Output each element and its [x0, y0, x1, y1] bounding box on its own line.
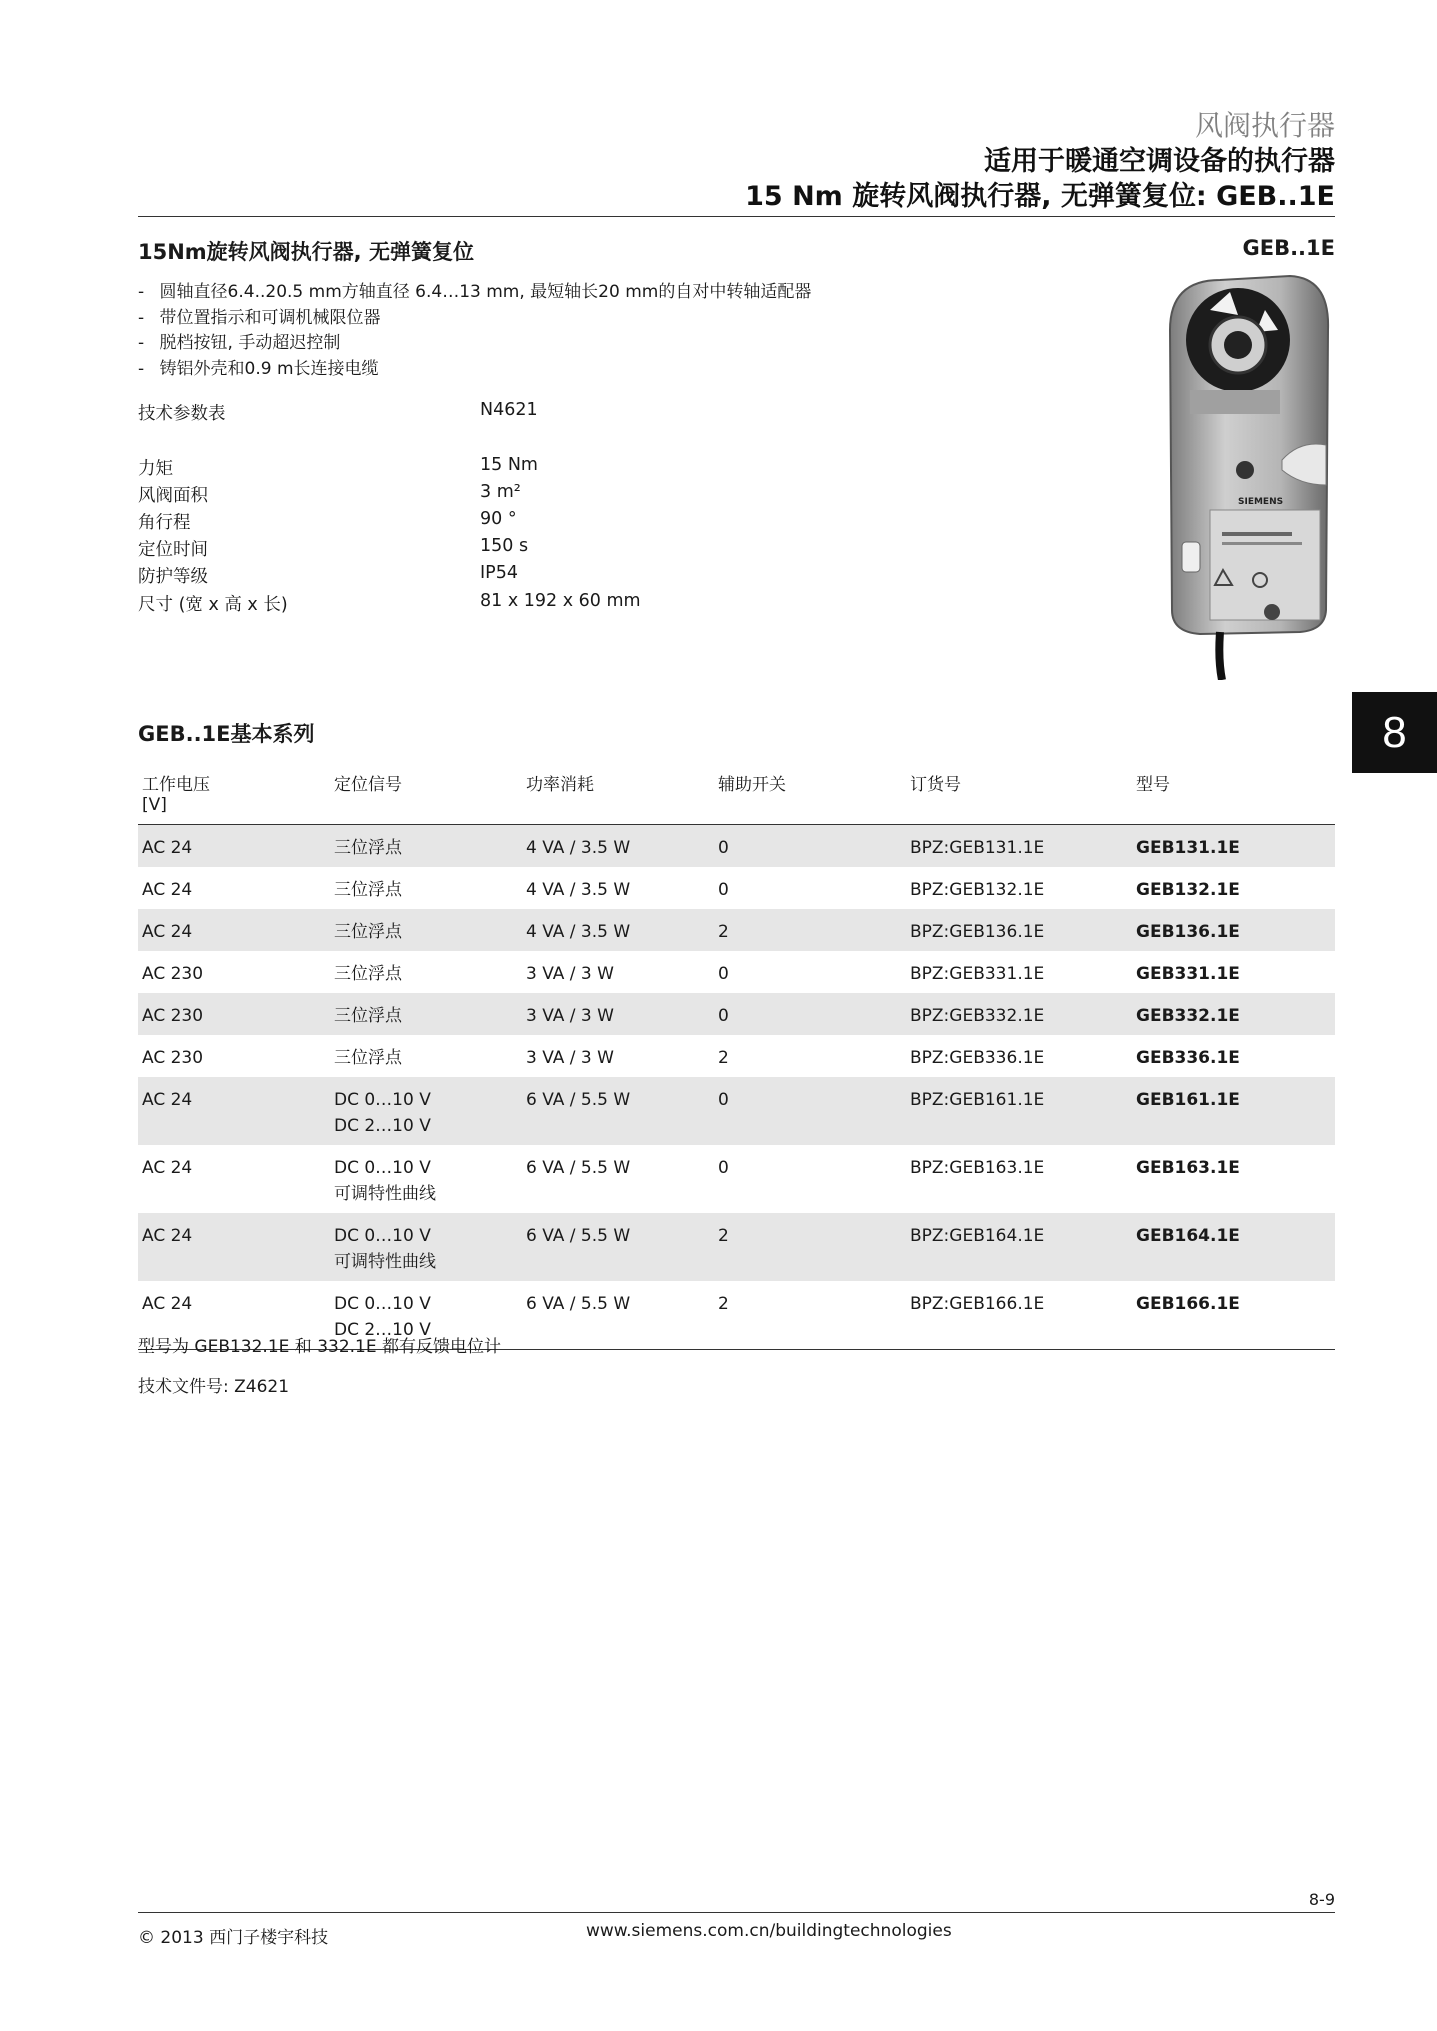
spec-value: 3 m² [480, 482, 521, 502]
cell-power: 4 VA / 3.5 W [522, 909, 714, 951]
table-row [138, 1213, 1335, 1281]
actuator-product-image [1160, 270, 1336, 680]
cell-order-no: BPZ:GEB331.1E [910, 964, 1045, 984]
footer-copyright: © 2013 西门子楼宇科技 [138, 1928, 329, 1948]
cell-order-no: BPZ:GEB164.1E [906, 1213, 1132, 1281]
series-table [138, 760, 1335, 1350]
table-row [138, 951, 1335, 993]
table-row [138, 867, 1335, 909]
datasheet-value: N4621 [480, 400, 538, 420]
spec-label: 尺寸 (宽 x 高 x 长) [138, 595, 288, 615]
cell-voltage: AC 24 [138, 1281, 330, 1350]
page-category: 风阀执行器 [1194, 109, 1335, 142]
cell-voltage: AC 24 [142, 1158, 193, 1178]
cell-voltage: AC 24 [138, 825, 330, 868]
cell-voltage: AC 24 [142, 880, 193, 900]
spec-value: IP54 [480, 563, 518, 583]
table-row [138, 1077, 1335, 1145]
cell-signal: 三位浮点 [334, 880, 402, 900]
cell-power: 6 VA / 5.5 W [522, 1213, 714, 1281]
cell-aux: 2 [714, 1281, 906, 1350]
cell-aux: 0 [714, 1077, 906, 1145]
spec-label: 角行程 [138, 513, 191, 533]
spec-label: 定位时间 [138, 540, 208, 560]
section-title: 15Nm旋转风阀执行器, 无弹簧复位 [138, 240, 474, 264]
spec-value: 90 ° [480, 509, 517, 529]
feature-item: - 铸铝外壳和0.9 m长连接电缆 [138, 357, 811, 383]
feedback-note: 型号为 GEB132.1E 和 332.1E 都有反馈电位计 [138, 1337, 502, 1357]
col-header-voltage: 工作电压 [V] [138, 760, 330, 825]
cell-aux: 2 [714, 909, 906, 951]
cell-power: 3 VA / 3 W [526, 964, 614, 984]
cell-signal: 三位浮点 [330, 825, 522, 868]
col-header-signal: 定位信号 [330, 760, 522, 825]
spec-row [138, 455, 738, 482]
cell-order-no: BPZ:GEB163.1E [910, 1158, 1045, 1178]
cell-order-no: BPZ:GEB131.1E [906, 825, 1132, 868]
footer-rule [138, 1912, 1335, 1913]
datasheet-label: 技术参数表 [138, 404, 226, 424]
cell-voltage: AC 230 [142, 964, 204, 984]
table-row [138, 1035, 1335, 1077]
cell-type: GEB132.1E [1136, 880, 1240, 900]
page-title: 15 Nm 旋转风阀执行器, 无弹簧复位: GEB..1E [745, 181, 1335, 212]
cell-aux: 2 [718, 1048, 729, 1068]
cell-signal: DC 0…10 V 可调特性曲线 [334, 1158, 436, 1204]
cell-voltage: AC 230 [138, 993, 330, 1035]
section-code: GEB..1E [1242, 236, 1335, 260]
cell-type: GEB332.1E [1132, 993, 1335, 1035]
cell-type: GEB336.1E [1136, 1048, 1240, 1068]
feature-item: - 脱档按钮, 手动超迟控制 [138, 331, 811, 357]
cell-aux: 0 [714, 825, 906, 868]
chapter-tab: 8 [1352, 692, 1437, 773]
cell-order-no: BPZ:GEB161.1E [906, 1077, 1132, 1145]
cell-type: GEB161.1E [1132, 1077, 1335, 1145]
cell-voltage: AC 230 [142, 1048, 204, 1068]
feature-item: - 圆轴直径6.4..20.5 mm方轴直径 6.4…13 mm, 最短轴长20 mm的自对中转轴适配器 [138, 280, 811, 306]
table-header-row [138, 760, 1335, 825]
cell-signal: 三位浮点 [334, 1048, 402, 1068]
spec-label: 风阀面积 [138, 486, 208, 506]
spec-row [138, 509, 738, 536]
cell-power: 6 VA / 5.5 W [522, 1077, 714, 1145]
datasheet-row [138, 400, 738, 427]
cell-order-no: BPZ:GEB136.1E [906, 909, 1132, 951]
cell-type: GEB163.1E [1136, 1158, 1240, 1178]
cell-voltage: AC 24 [138, 909, 330, 951]
cell-type: GEB166.1E [1132, 1281, 1335, 1350]
series-title: GEB..1E基本系列 [138, 722, 315, 746]
product-brand-label: SIEMENS [1238, 497, 1284, 507]
cell-power: 6 VA / 5.5 W [522, 1281, 714, 1350]
col-header-type: 型号 [1132, 760, 1335, 825]
cell-order-no: BPZ:GEB332.1E [906, 993, 1132, 1035]
cell-power: 4 VA / 3.5 W [526, 880, 631, 900]
spec-row [138, 482, 738, 509]
col-header-order-no: 订货号 [906, 760, 1132, 825]
page-subtitle: 适用于暖通空调设备的执行器 [984, 146, 1335, 177]
spec-value: 15 Nm [480, 455, 538, 475]
cell-aux: 0 [718, 880, 729, 900]
cell-type: GEB131.1E [1132, 825, 1335, 868]
header-rule [138, 216, 1335, 217]
spec-row [138, 591, 738, 618]
page-number: 8-9 [1308, 1890, 1335, 1909]
cell-type: GEB331.1E [1136, 964, 1240, 984]
spec-label: 力矩 [138, 459, 173, 479]
col-header-power: 功率消耗 [522, 760, 714, 825]
table-row [138, 909, 1335, 951]
doc-number-note: 技术文件号: Z4621 [138, 1377, 290, 1397]
cell-order-no: BPZ:GEB132.1E [910, 880, 1045, 900]
cell-signal: 三位浮点 [330, 909, 522, 951]
footer-url[interactable]: www.siemens.com.cn/buildingtechnologies [586, 1921, 952, 1941]
spec-row [138, 536, 738, 563]
cell-aux: 0 [714, 993, 906, 1035]
spec-label: 防护等级 [138, 567, 208, 587]
cell-order-no: BPZ:GEB336.1E [910, 1048, 1045, 1068]
feature-item: - 带位置指示和可调机械限位器 [138, 306, 811, 332]
cell-signal: 三位浮点 [330, 993, 522, 1035]
cell-aux: 2 [714, 1213, 906, 1281]
cell-aux: 0 [718, 964, 729, 984]
cell-power: 3 VA / 3 W [526, 1048, 614, 1068]
col-header-aux-switch: 辅助开关 [714, 760, 906, 825]
spec-row [138, 563, 738, 590]
table-row [138, 825, 1335, 868]
table-row [138, 1145, 1335, 1213]
cell-voltage: AC 24 [138, 1213, 330, 1281]
cell-signal: DC 0…10 V 可调特性曲线 [330, 1213, 522, 1281]
spec-value: 150 s [480, 536, 529, 556]
table-row [138, 993, 1335, 1035]
cell-power: 6 VA / 5.5 W [526, 1158, 631, 1178]
cell-type: GEB164.1E [1132, 1213, 1335, 1281]
cell-voltage: AC 24 [138, 1077, 330, 1145]
cell-power: 4 VA / 3.5 W [522, 825, 714, 868]
cell-type: GEB136.1E [1132, 909, 1335, 951]
spec-value: 81 x 192 x 60 mm [480, 591, 641, 611]
cell-signal: 三位浮点 [334, 964, 402, 984]
cell-power: 3 VA / 3 W [522, 993, 714, 1035]
cell-signal: DC 0…10 V DC 2…10 V [330, 1077, 522, 1145]
cell-signal: DC 0…10 V DC 2…10 V [330, 1281, 522, 1350]
feature-list [138, 280, 811, 382]
cell-order-no: BPZ:GEB166.1E [906, 1281, 1132, 1350]
cell-aux: 0 [718, 1158, 729, 1178]
